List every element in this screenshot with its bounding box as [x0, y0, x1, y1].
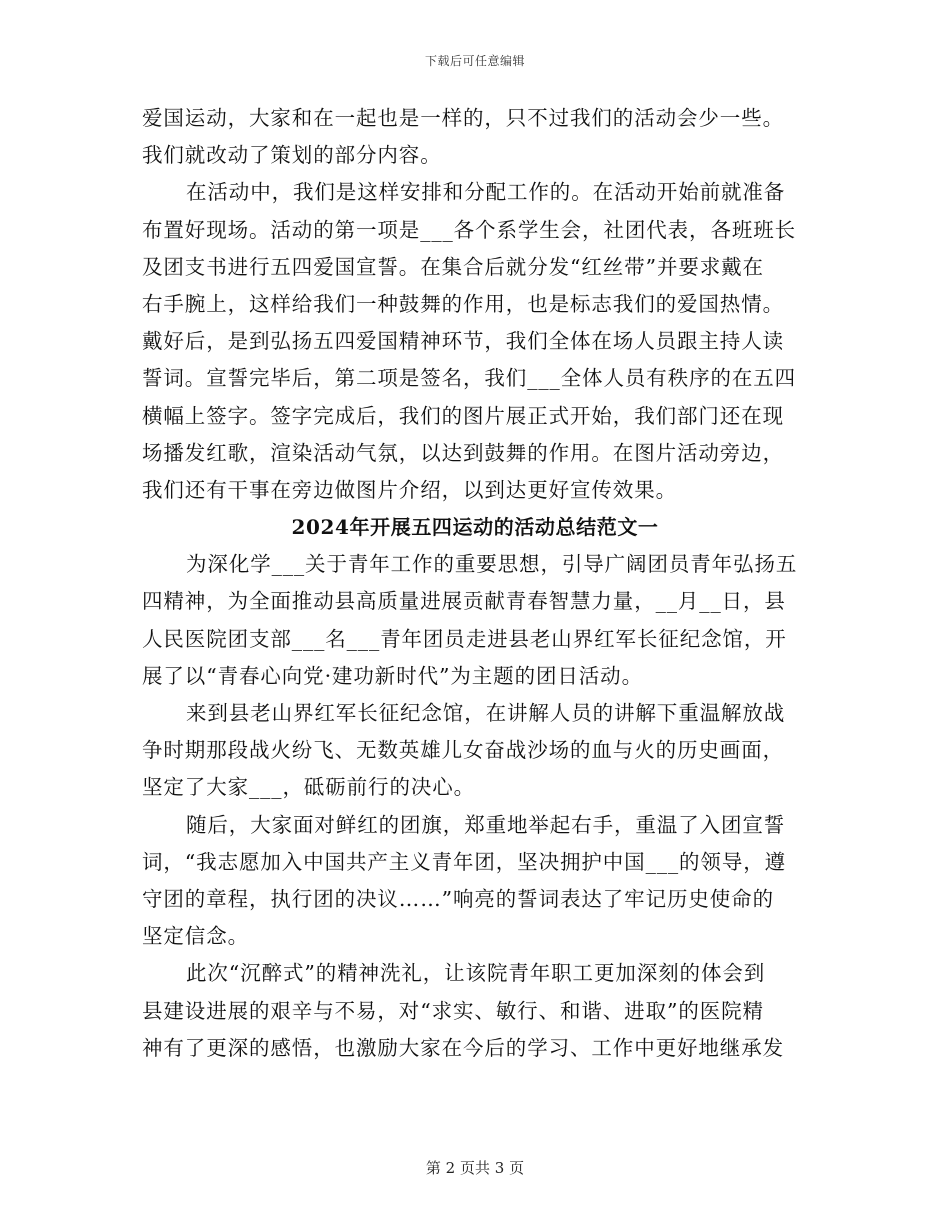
- body-line: 展了以“青春心向党·建功新时代”为主题的团日活动。: [142, 663, 643, 688]
- body-line: 爱国运动，大家和在一起也是一样的，只不过我们的活动会少一些。: [142, 106, 784, 130]
- body-line: 我们就改动了策划的部分内容。: [142, 143, 442, 168]
- body-line: 及团支书进行五四爱国宣誓。在集合后就分发“红丝带”并要求戴在: [142, 254, 764, 279]
- body-line: 坚定信念。: [142, 924, 249, 949]
- body-line: 词，“我志愿加入中国共产主义青年团，坚决拥护中国___的领导，遵: [142, 849, 787, 874]
- section-heading: 2024年开展五四运动的活动总结范文一: [291, 515, 659, 540]
- body-line: 争时期那段战火纷飞、无数英雄儿女奋战沙场的血与火的历史画面，: [142, 738, 784, 763]
- body-line: 誓词。宣誓完毕后，第二项是签名，我们___全体人员有秩序的在五四: [142, 366, 797, 391]
- page-number: 第 2 页共 3 页: [425, 1159, 525, 1177]
- body-line: 横幅上签字。签字完成后，我们的图片展正式开始，我们部门还在现: [142, 403, 784, 428]
- paragraph-start-line: 来到县老山界红军长征纪念馆，在讲解人员的讲解下重温解放战: [186, 701, 786, 725]
- body-line: 县建设进展的艰辛与不易，对“求实、敏行、和谐、进取”的医院精: [142, 998, 764, 1023]
- body-line: 我们还有干事在旁边做图片介绍，以到达更好宣传效果。: [142, 477, 677, 502]
- body-line: 守团的章程，执行团的决议……”响亮的誓词表达了牢记历史使命的: [142, 886, 774, 911]
- body-line: 右手腕上，这样给我们一种鼓舞的作用，也是标志我们的爱国热情。: [142, 291, 784, 316]
- body-line: 神有了更深的感悟，也激励大家在今后的学习、工作中更好地继承发: [142, 1035, 784, 1060]
- paragraph-start-line: 为深化学___关于青年工作的重要思想，引导广阔团员青年弘扬五: [186, 552, 798, 577]
- paragraph-start-line: 随后，大家面对鲜红的团旗，郑重地举起右手，重温了入团宣誓: [186, 812, 786, 837]
- page-header: 下载后可任意编辑: [424, 54, 525, 68]
- body-line: 人民医院团支部___名___青年团员走进县老山界红军长征纪念馆，开: [142, 626, 787, 651]
- paragraph-start-line: 在活动中，我们是这样安排和分配工作的。在活动开始前就准备: [186, 180, 786, 205]
- body-line: 场播发红歌，渲染活动气氛，以达到鼓舞的作用。在图片活动旁边，: [142, 440, 784, 465]
- body-line: 布置好现场。活动的第一项是___各个系学生会，社团代表，各班班长: [142, 217, 797, 242]
- body-line: 四精神，为全面推动县高质量进展贡献青春智慧力量，__月__日，县: [142, 589, 786, 614]
- body-line: 戴好后，是到弘扬五四爱国精神环节，我们全体在场人员跟主持人读: [142, 329, 784, 354]
- body-line: 坚定了大家___，砥砺前行的决心。: [142, 775, 476, 800]
- document-body: [142, 100, 808, 1067]
- paragraph-start-line: 此次“沉醉式”的精神洗礼，让该院青年职工更加深刻的体会到: [186, 961, 766, 986]
